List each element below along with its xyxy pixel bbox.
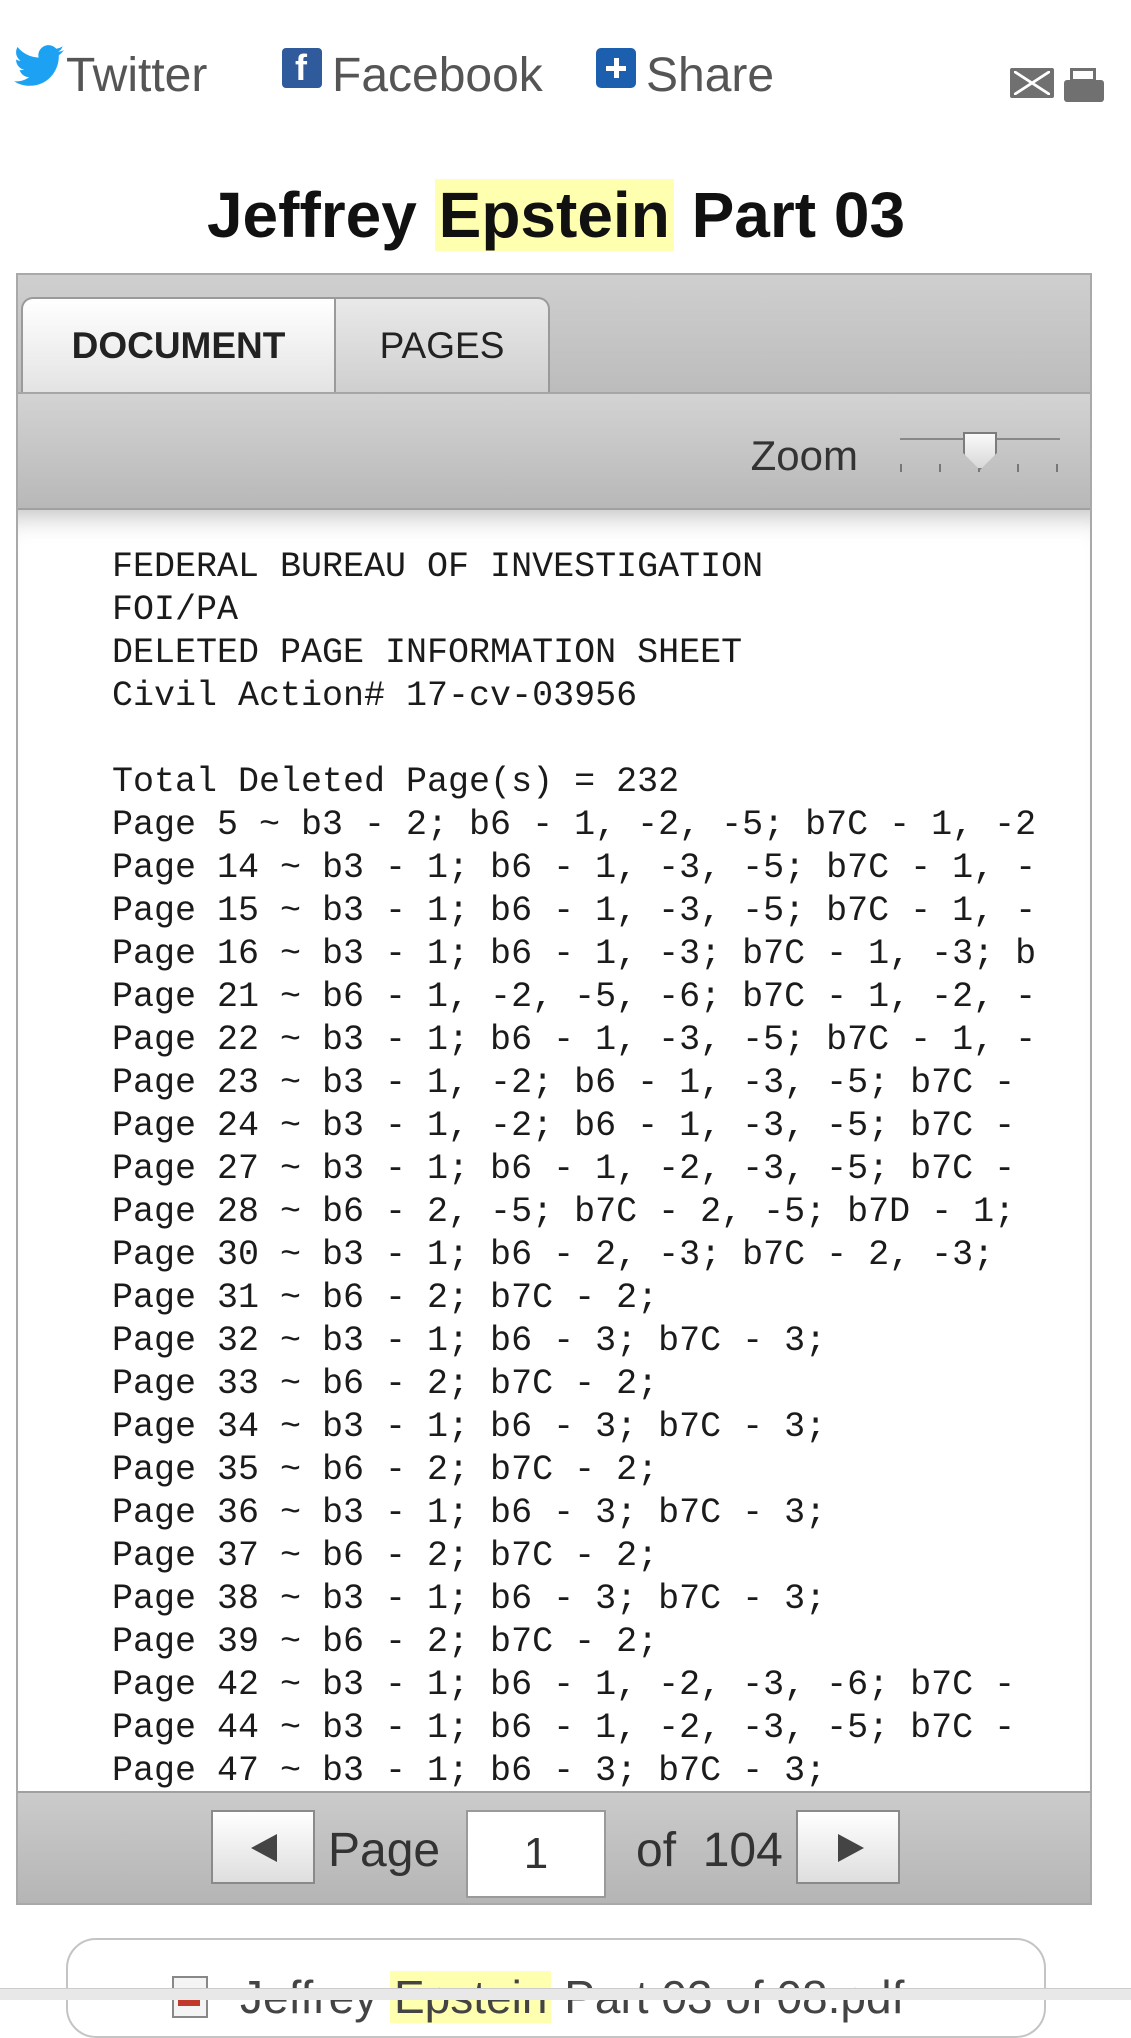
zoom-tick xyxy=(1017,464,1019,472)
document-line: FEDERAL BUREAU OF INVESTIGATION xyxy=(112,547,764,587)
title-prefix: Jeffrey xyxy=(206,179,435,251)
next-page-button[interactable] xyxy=(796,1810,900,1884)
document-line: Page 31 ~ b6 - 2; b7C - 2; xyxy=(112,1278,659,1318)
zoom-slider[interactable] xyxy=(900,432,1060,476)
document-line: Civil Action# 17-cv-03956 xyxy=(112,676,638,716)
tools-group xyxy=(1010,68,1104,102)
print-icon[interactable] xyxy=(1064,68,1104,102)
document-line: DELETED PAGE INFORMATION SHEET xyxy=(112,633,743,673)
document-line: Page 23 ~ b3 - 1, -2; b6 - 1, -3, -5; b7C - xyxy=(112,1063,1016,1103)
right-arrow-icon xyxy=(838,1834,864,1862)
document-line: Page 35 ~ b6 - 2; b7C - 2; xyxy=(112,1450,659,1490)
document-line: FOI/PA xyxy=(112,590,239,630)
twitter-bird-icon xyxy=(14,45,64,87)
document-line: Page 38 ~ b3 - 1; b6 - 3; b7C - 3; xyxy=(112,1579,827,1619)
page-number-input[interactable]: 1 xyxy=(466,1810,606,1898)
zoom-label: Zoom xyxy=(750,432,858,479)
facebook-label: Facebook xyxy=(332,49,543,102)
previous-page-button[interactable] xyxy=(211,1810,315,1884)
facebook-icon xyxy=(282,48,322,88)
document-line: Page 37 ~ b6 - 2; b7C - 2; xyxy=(112,1536,659,1576)
title-highlight: Epstein xyxy=(435,179,674,251)
twitter-label: Twitter xyxy=(66,49,208,102)
facebook-share-link[interactable] xyxy=(282,48,543,103)
document-text xyxy=(112,546,1036,1793)
zoom-tick xyxy=(900,464,902,472)
document-line: Page 21 ~ b6 - 1, -2, -5, -6; b7C - 1, -2, - xyxy=(112,977,1037,1017)
document-line xyxy=(112,718,1036,761)
document-line: Page 34 ~ b3 - 1; b6 - 3; b7C - 3; xyxy=(112,1407,827,1447)
document-line: Page 14 ~ b3 - 1; b6 - 1, -3, -5; b7C - 1, - xyxy=(112,848,1037,888)
page-title xyxy=(0,178,1112,252)
document-viewer xyxy=(16,273,1092,1905)
page-total xyxy=(636,1823,783,1878)
document-line: Page 32 ~ b3 - 1; b6 - 3; b7C - 3; xyxy=(112,1321,827,1361)
total-pages: 104 xyxy=(702,1824,783,1877)
document-line: Total Deleted Page(s) = 232 xyxy=(112,762,680,802)
page-label: Page xyxy=(328,1824,441,1877)
document-line: Page 28 ~ b6 - 2, -5; b7C - 2, -5; b7D - 1; xyxy=(112,1192,1016,1232)
document-line: Page 44 ~ b3 - 1; b6 - 1, -2, -3, -5; b7C - xyxy=(112,1708,1016,1748)
viewer-tab-bar xyxy=(18,275,1090,392)
document-line: Page 16 ~ b3 - 1; b6 - 1, -3; b7C - 1, -3; b xyxy=(112,934,1037,974)
document-line: Page 30 ~ b3 - 1; b6 - 2, -3; b7C - 2, -3; xyxy=(112,1235,995,1275)
document-line: Page 5 ~ b3 - 2; b6 - 1, -2, -5; b7C - 1, -2 xyxy=(112,805,1037,845)
zoom-tick xyxy=(939,464,941,472)
document-line: Page 47 ~ b3 - 1; b6 - 3; b7C - 3; xyxy=(112,1751,827,1791)
document-page-view[interactable] xyxy=(18,510,1090,1795)
plus-share-icon xyxy=(596,48,636,88)
left-arrow-icon xyxy=(251,1834,277,1862)
title-suffix: Part 03 xyxy=(673,179,906,251)
tab-document[interactable]: DOCUMENT xyxy=(21,297,336,392)
document-line: Page 22 ~ b3 - 1; b6 - 1, -3, -5; b7C - 1, - xyxy=(112,1020,1037,1060)
document-line: Page 39 ~ b6 - 2; b7C - 2; xyxy=(112,1622,659,1662)
zoom-tick xyxy=(1056,464,1058,472)
of-label: of xyxy=(636,1824,677,1877)
share-bar xyxy=(14,48,1114,118)
share-link[interactable] xyxy=(596,48,774,103)
tab-pages[interactable]: PAGES xyxy=(334,297,550,392)
document-line: Page 24 ~ b3 - 1, -2; b6 - 1, -3, -5; b7C - xyxy=(112,1106,1016,1146)
viewer-toolbar xyxy=(18,392,1090,510)
page-navigator xyxy=(18,1791,1090,1903)
document-line: Page 42 ~ b3 - 1; b6 - 1, -2, -3, -6; b7C - xyxy=(112,1665,1016,1705)
email-icon[interactable] xyxy=(1010,68,1054,98)
document-line: Page 36 ~ b3 - 1; b6 - 3; b7C - 3; xyxy=(112,1493,827,1533)
document-line: Page 15 ~ b3 - 1; b6 - 1, -3, -5; b7C - 1, - xyxy=(112,891,1037,931)
document-line: Page 27 ~ b3 - 1; b6 - 1, -2, -3, -5; b7C - xyxy=(112,1149,1016,1189)
zoom-slider-thumb[interactable] xyxy=(963,432,997,470)
share-label: Share xyxy=(646,49,775,102)
bottom-strip xyxy=(0,1988,1131,2000)
document-line: Page 33 ~ b6 - 2; b7C - 2; xyxy=(112,1364,659,1404)
twitter-share-link[interactable] xyxy=(14,48,207,103)
